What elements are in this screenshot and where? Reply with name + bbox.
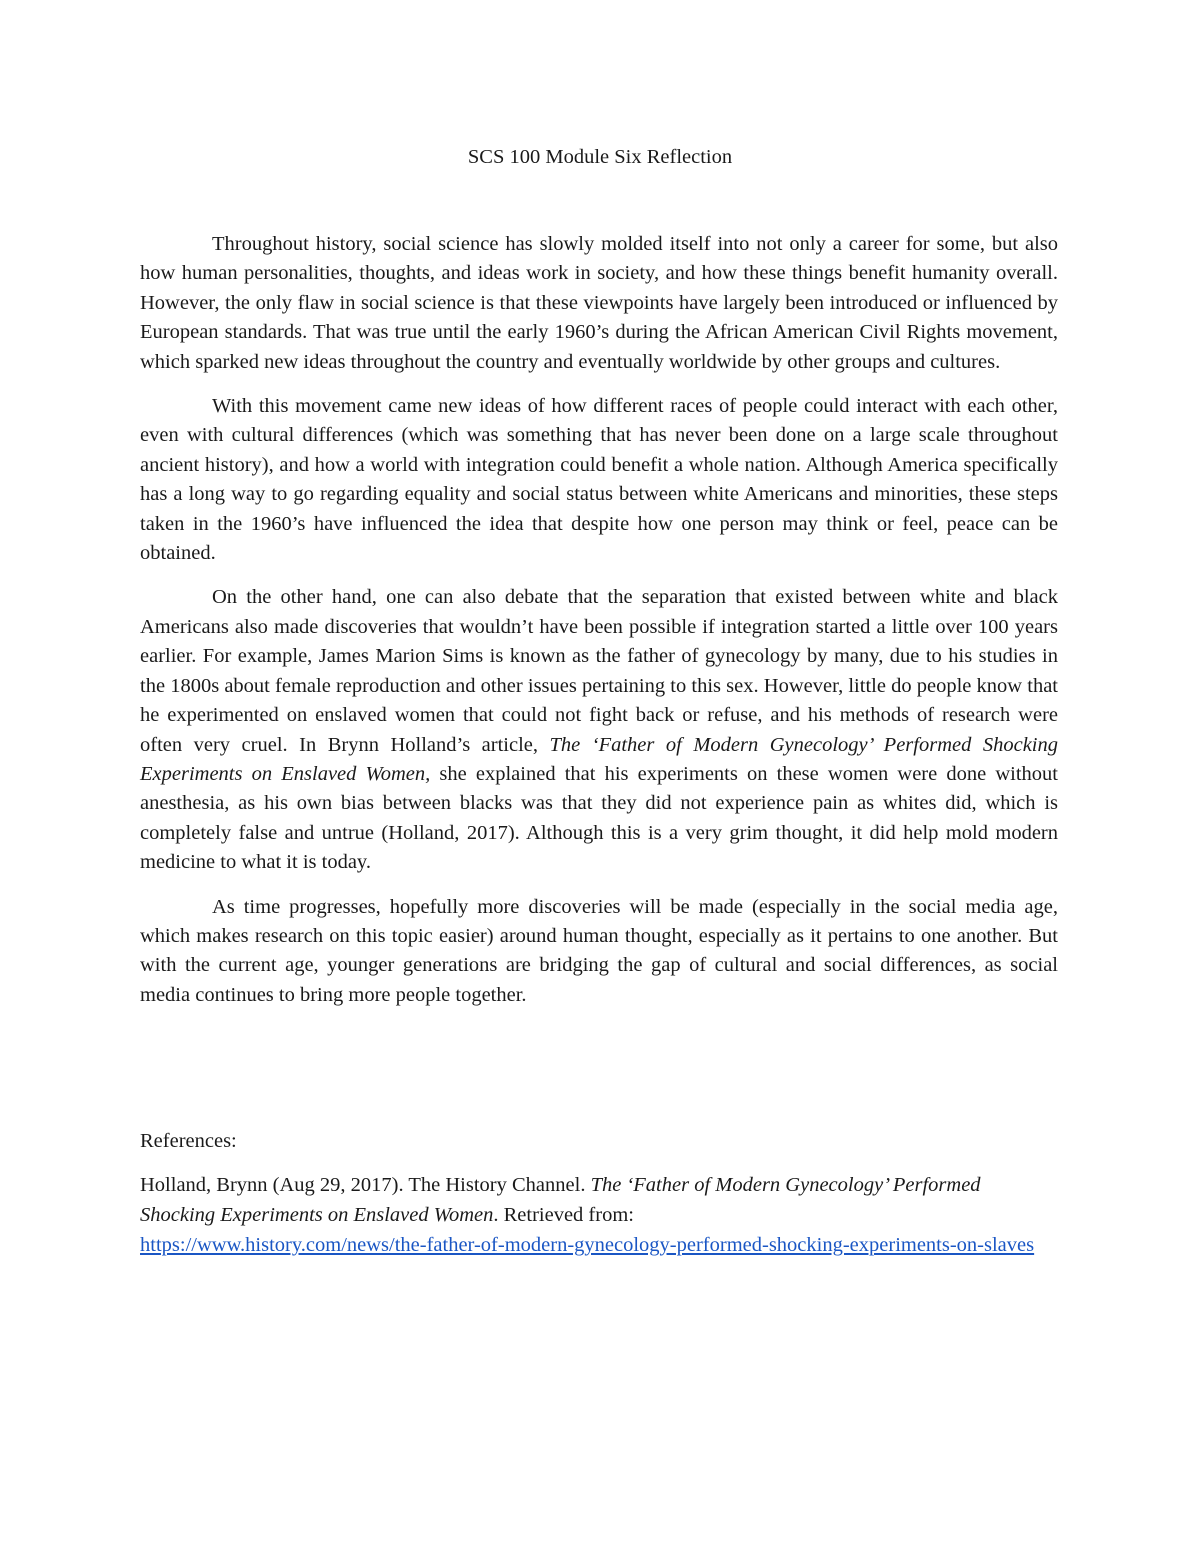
paragraph-1: Throughout history, social science has slowly molded itself into not only a career for some, but also how human personalities, thoughts, and ideas work in society, and how these things benefit humanity overall. However, the only flaw in social science is that these viewpoints have largely been introduced or influenced by European standards. That was true until the early 1960’s during the African American Civil Rights movement, which sparked new ideas throughout the country and eventually worldwide by other groups and cultures. xyxy=(140,233,1058,373)
paragraph-3-after: she explained that his experiments on these women were done without anesthesia, as his own bias between blacks was that they did not experience pain as whites did, which is completely false and untrue (Holland, 2017). Although this is a very grim thought, it did help mold modern medicine to what it is today. xyxy=(140,762,1058,874)
paragraph-3 xyxy=(140,583,1058,877)
references-heading: References: xyxy=(140,1130,237,1152)
document-body xyxy=(140,230,1058,1025)
reference-url-link[interactable]: https://www.history.com/news/the-father-of-modern-gynecology-performed-shocking-experiments-on-slaves xyxy=(140,1234,1035,1256)
reference-title: The ‘Father of Modern Gynecology’ Performed Shocking Experiments on Enslaved Women xyxy=(140,1174,981,1226)
reference-retrieved: . Retrieved from: xyxy=(493,1204,634,1226)
references-section xyxy=(140,1126,1058,1260)
paragraph-4: As time progresses, hopefully more discoveries will be made (especially in the social media age, which makes research on this topic easier) around human thought, especially as it pertains to one another. But with the current age, younger generations are bridging the gap of cultural and social differences, as social media continues to bring more people together. xyxy=(140,895,1058,1006)
document-title: SCS 100 Module Six Reflection xyxy=(467,146,733,168)
reference-author: Holland, Brynn (Aug 29, 2017). The History Channel. xyxy=(140,1174,591,1196)
article-title-italic: The ‘Father of Modern Gynecology’ Performed Shocking Experiments on Enslaved Women, xyxy=(140,733,1058,785)
paragraph-2: With this movement came new ideas of how different races of people could interact with each other, even with cultural differences (which was something that has never been done on a large scale throughout ancient history), and how a world with integration could benefit a whole nation. Although America specifically has a long way to go regarding equality and social status between white Americans and minorities, these steps taken in the 1960’s have influenced the idea that despite how one person may think or feel, peace can be obtained. xyxy=(140,395,1058,565)
paragraph-3-before: On the other hand, one can also debate that the separation that existed between white and black Americans also made discoveries that wouldn’t have been possible if integration started a little over 100 years earlier. For example, James Marion Sims is known as the father of gynecology by many, due to his studies in the 1800s about female reproduction and other issues pertaining to this sex. However, little do people know that he experimented on enslaved women that could not fight back or refuse, and his methods of research were often very cruel. In Brynn Holland’s article, xyxy=(140,586,1058,756)
reference-entry xyxy=(140,1170,1058,1260)
